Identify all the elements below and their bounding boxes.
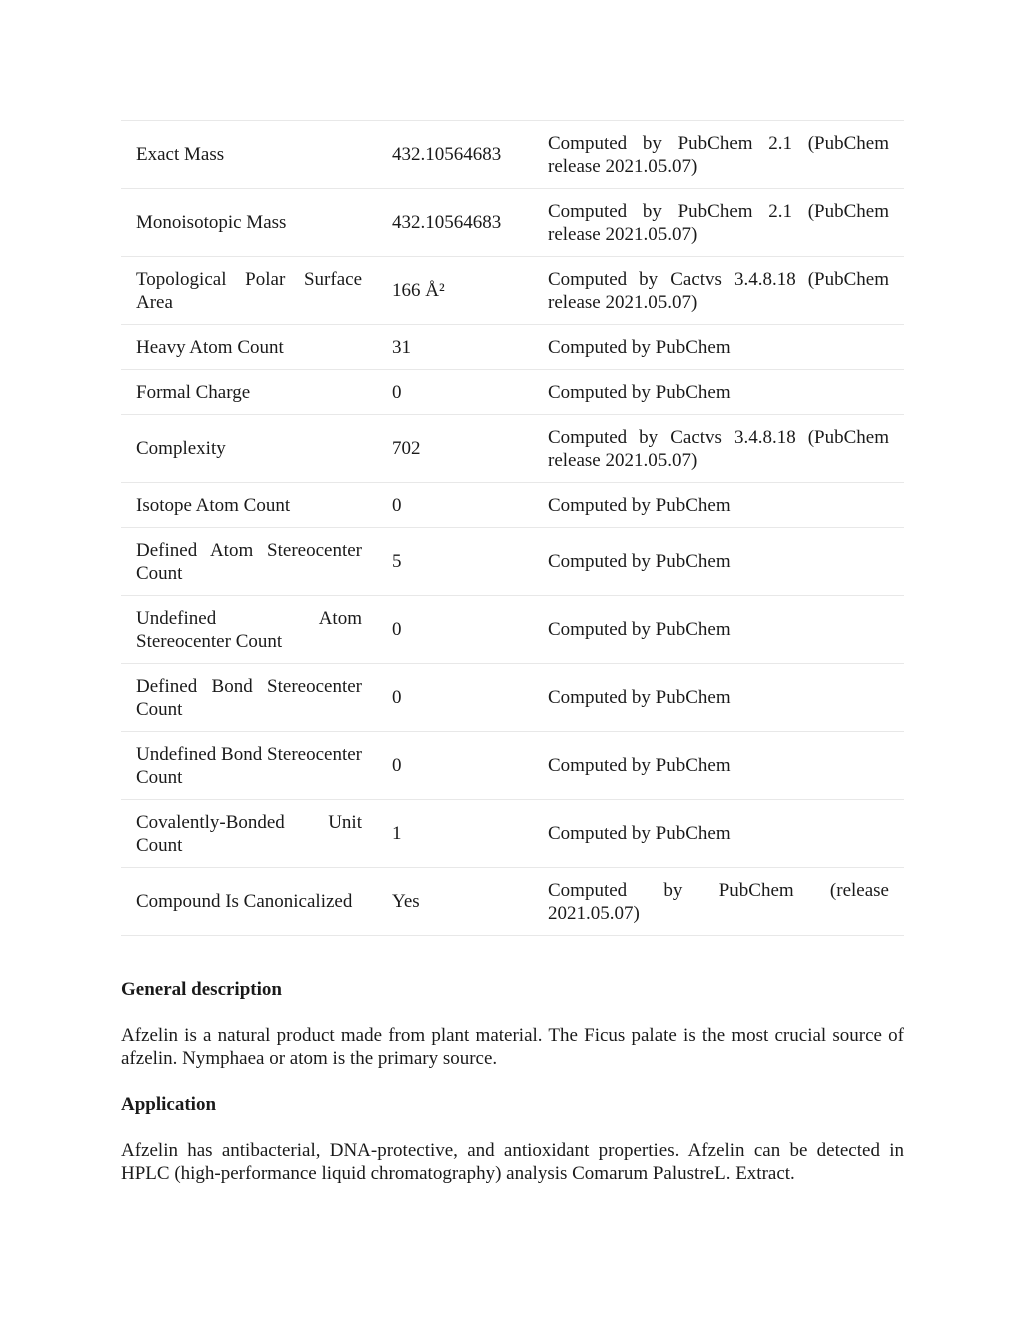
reference-line: Computed by PubChem — [548, 551, 731, 572]
table-row — [121, 664, 904, 732]
property-name: Monoisotopic Mass — [121, 189, 377, 257]
property-value: 1 — [377, 800, 533, 868]
property-value: 432.10564683 — [377, 121, 533, 189]
reference-line: release 2021.05.07) — [548, 155, 698, 177]
property-name: Topological Polar Surface Area — [121, 257, 377, 325]
reference-line: Computed by PubChem — [548, 687, 731, 708]
property-name: Covalently-Bonded Unit Count — [121, 800, 377, 868]
property-value: 0 — [377, 483, 533, 528]
reference-line: Computed by PubChem 2.1 (PubChem — [548, 200, 889, 222]
property-name: Undefined Bond Stereocenter Count — [121, 732, 377, 800]
property-value: 0 — [377, 664, 533, 732]
reference-line: Computed by Cactvs 3.4.8.18 (PubChem — [548, 268, 889, 290]
table-row — [121, 121, 904, 189]
reference-line: Computed by PubChem — [548, 336, 731, 358]
table-row — [121, 325, 904, 370]
table-row — [121, 596, 904, 664]
table-row — [121, 257, 904, 325]
table-row — [121, 415, 904, 483]
property-value: 0 — [377, 370, 533, 415]
property-value: 31 — [377, 325, 533, 370]
property-value: 0 — [377, 596, 533, 664]
property-value: Yes — [377, 868, 533, 936]
property-value: 432.10564683 — [377, 189, 533, 257]
property-reference — [533, 257, 904, 325]
reference-line: Computed by PubChem — [548, 755, 731, 776]
property-name: Isotope Atom Count — [121, 483, 377, 528]
reference-line: Computed by PubChem — [548, 381, 731, 403]
section-heading-general-description: General description — [121, 979, 282, 1000]
property-reference — [533, 483, 904, 528]
computed-properties-table — [121, 120, 904, 936]
property-reference — [533, 664, 904, 732]
property-reference — [533, 596, 904, 664]
reference-line: Computed by PubChem (release — [548, 879, 889, 901]
reference-line: Computed by PubChem — [548, 619, 731, 640]
reference-line: release 2021.05.07) — [548, 291, 698, 313]
property-reference — [533, 528, 904, 596]
property-reference — [533, 415, 904, 483]
property-name: Defined Atom Stereocenter Count — [121, 528, 377, 596]
property-reference — [533, 325, 904, 370]
property-name: Compound Is Canonicalized — [121, 868, 377, 936]
property-value: 5 — [377, 528, 533, 596]
property-name: Complexity — [121, 415, 377, 483]
property-reference — [533, 370, 904, 415]
reference-line: Computed by PubChem — [548, 823, 731, 844]
table-row — [121, 868, 904, 936]
table-row — [121, 483, 904, 528]
property-reference — [533, 189, 904, 257]
property-reference — [533, 800, 904, 868]
section-heading-application: Application — [121, 1094, 217, 1115]
reference-line: release 2021.05.07) — [548, 449, 698, 471]
table-row — [121, 528, 904, 596]
document-page — [121, 120, 904, 1185]
reference-line: Computed by PubChem — [548, 494, 731, 516]
property-name: Exact Mass — [121, 121, 377, 189]
property-name: Undefined Atom Stereocenter Count — [121, 596, 377, 664]
table-row — [121, 370, 904, 415]
property-value: 0 — [377, 732, 533, 800]
property-name: Formal Charge — [121, 370, 377, 415]
table-row — [121, 189, 904, 257]
reference-line: release 2021.05.07) — [548, 223, 698, 245]
property-reference — [533, 732, 904, 800]
property-value: 166 Å² — [377, 257, 533, 325]
property-reference — [533, 868, 904, 936]
reference-line: Computed by Cactvs 3.4.8.18 (PubChem — [548, 426, 889, 448]
general-description-text: Afzelin is a natural product made from plant material. The Ficus palate is the most crucial source of afzelin. Nymphaea or atom is the primary source. — [121, 1025, 904, 1069]
application-text: Afzelin has antibacterial, DNA-protective, and antioxidant properties. Afzelin can be detected in HPLC (high-performance liquid chromatography) analysis Comarum PalustreL. Extract. — [121, 1140, 904, 1184]
property-value: 702 — [377, 415, 533, 483]
reference-line: 2021.05.07) — [548, 902, 640, 924]
table-row — [121, 800, 904, 868]
property-reference — [533, 121, 904, 189]
table-row — [121, 732, 904, 800]
property-name: Heavy Atom Count — [121, 325, 377, 370]
reference-line: Computed by PubChem 2.1 (PubChem — [548, 132, 889, 154]
property-name: Defined Bond Stereocenter Count — [121, 664, 377, 732]
